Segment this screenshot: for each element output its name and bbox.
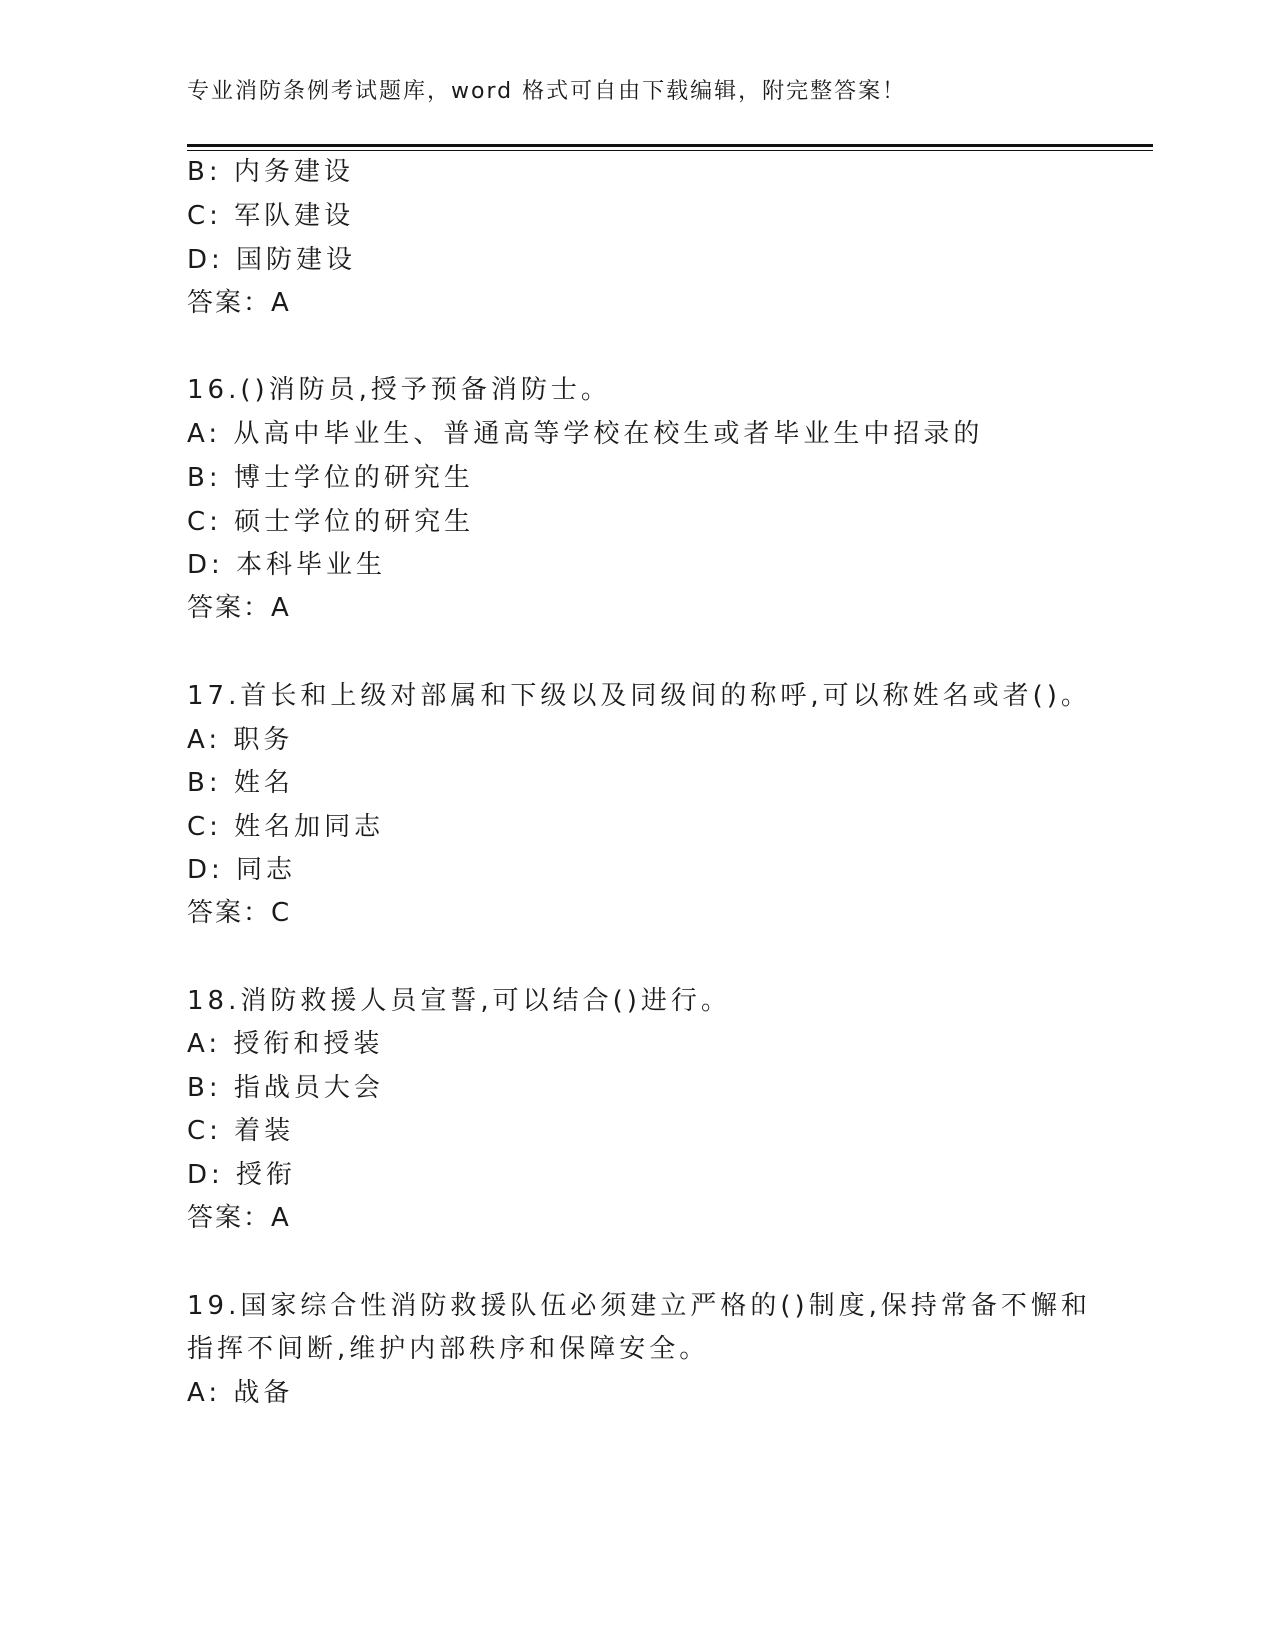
q15-option-d: D: 国防建设 [187,245,357,275]
q18-question: 18.消防救援人员宣誓,可以结合()进行。 [187,986,731,1016]
q16-option-c: C: 硕士学位的研究生 [187,507,475,537]
header-rule-thick [187,144,1153,147]
q17-option-b: B: 姓名 [187,768,294,798]
q19-question-line2: 指挥不间断,维护内部秩序和保障安全。 [187,1334,710,1364]
q17-question: 17.首长和上级对部属和下级以及同级间的称呼,可以称姓名或者()。 [187,681,1091,711]
q16-answer: 答案：A [187,593,291,623]
q17-answer: 答案：C [187,898,292,928]
q15-answer: 答案：A [187,288,291,318]
q17-option-d: D: 同志 [187,855,297,885]
q15-option-b: B: 内务建设 [187,157,354,187]
q18-option-b: B: 指战员大会 [187,1073,384,1103]
q18-option-c: C: 着装 [187,1116,295,1146]
q18-option-d: D: 授衔 [187,1160,297,1190]
q18-answer: 答案：A [187,1203,291,1233]
q19-question-line1: 19.国家综合性消防救援队伍必须建立严格的()制度,保持常备不懈和 [187,1291,1091,1321]
q16-option-a: A: 从高中毕业生、普通高等学校在校生或者毕业生中招录的 [187,419,984,449]
q16-option-d: D: 本科毕业生 [187,550,387,580]
q17-option-c: C: 姓名加同志 [187,812,385,842]
header-rule-thin [187,150,1153,151]
q18-option-a: A: 授衔和授装 [187,1029,384,1059]
q17-option-a: A: 职务 [187,725,294,755]
q16-question: 16.()消防员,授予预备消防士。 [187,375,611,405]
q15-option-c: C: 军队建设 [187,201,355,231]
page-header: 专业消防条例考试题库，word 格式可自由下载编辑，附完整答案！ [187,79,907,104]
q19-option-a: A: 战备 [187,1378,294,1408]
q16-option-b: B: 博士学位的研究生 [187,463,474,493]
